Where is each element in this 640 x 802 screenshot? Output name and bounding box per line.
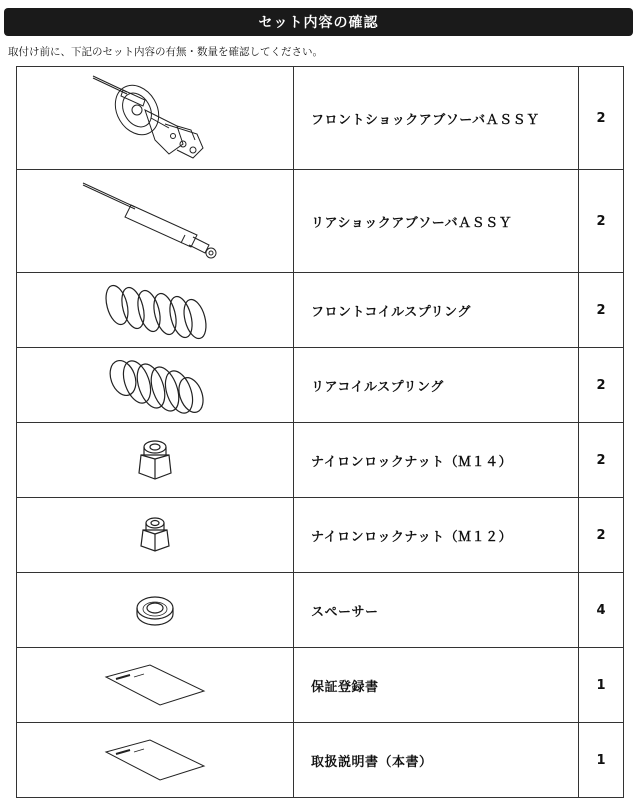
table-row bbox=[17, 170, 624, 273]
item-name: リアコイルスプリング bbox=[294, 348, 579, 423]
table-row bbox=[17, 273, 624, 348]
table-row bbox=[17, 348, 624, 423]
item-quantity: 4 bbox=[579, 573, 624, 648]
item-name: 保証登録書 bbox=[294, 648, 579, 723]
item-name: フロントショックアブソーバＡＳＳＹ bbox=[294, 67, 579, 170]
nylon-lock-nut-m12-icon bbox=[127, 511, 183, 559]
table-row bbox=[17, 648, 624, 723]
item-name: ナイロンロックナット（Ｍ１４） bbox=[294, 423, 579, 498]
item-name: フロントコイルスプリング bbox=[294, 273, 579, 348]
item-image-cell bbox=[17, 648, 294, 723]
intro-text: 取付け前に、下記のセット内容の有無・数量を確認してください。 bbox=[8, 46, 323, 58]
manual-icon bbox=[100, 736, 210, 784]
item-quantity: 2 bbox=[579, 348, 624, 423]
item-quantity: 1 bbox=[579, 723, 624, 798]
warranty-card-icon bbox=[100, 661, 210, 709]
item-image-cell bbox=[17, 423, 294, 498]
rear-coil-spring-icon bbox=[95, 352, 215, 418]
item-quantity: 2 bbox=[579, 273, 624, 348]
rear-shock-absorber-icon bbox=[65, 173, 245, 269]
item-quantity: 2 bbox=[579, 170, 624, 273]
item-name: リアショックアブソーバＡＳＳＹ bbox=[294, 170, 579, 273]
item-image-cell bbox=[17, 348, 294, 423]
item-quantity: 2 bbox=[579, 423, 624, 498]
table-row bbox=[17, 67, 624, 170]
front-coil-spring-icon bbox=[95, 277, 215, 343]
spacer-icon bbox=[125, 590, 185, 630]
parts-table bbox=[16, 66, 624, 798]
item-image-cell bbox=[17, 723, 294, 798]
table-row bbox=[17, 423, 624, 498]
item-quantity: 1 bbox=[579, 648, 624, 723]
table-row bbox=[17, 498, 624, 573]
nylon-lock-nut-m14-icon bbox=[125, 435, 185, 485]
item-name: 取扱説明書（本書） bbox=[294, 723, 579, 798]
item-quantity: 2 bbox=[579, 498, 624, 573]
item-quantity: 2 bbox=[579, 67, 624, 170]
section-title: セット内容の確認 bbox=[4, 8, 633, 36]
item-image-cell bbox=[17, 170, 294, 273]
table-row bbox=[17, 723, 624, 798]
item-name: スペーサー bbox=[294, 573, 579, 648]
front-shock-absorber-icon bbox=[65, 70, 245, 166]
item-image-cell bbox=[17, 573, 294, 648]
item-image-cell bbox=[17, 67, 294, 170]
item-name: ナイロンロックナット（Ｍ１２） bbox=[294, 498, 579, 573]
item-image-cell bbox=[17, 273, 294, 348]
item-image-cell bbox=[17, 498, 294, 573]
table-row bbox=[17, 573, 624, 648]
